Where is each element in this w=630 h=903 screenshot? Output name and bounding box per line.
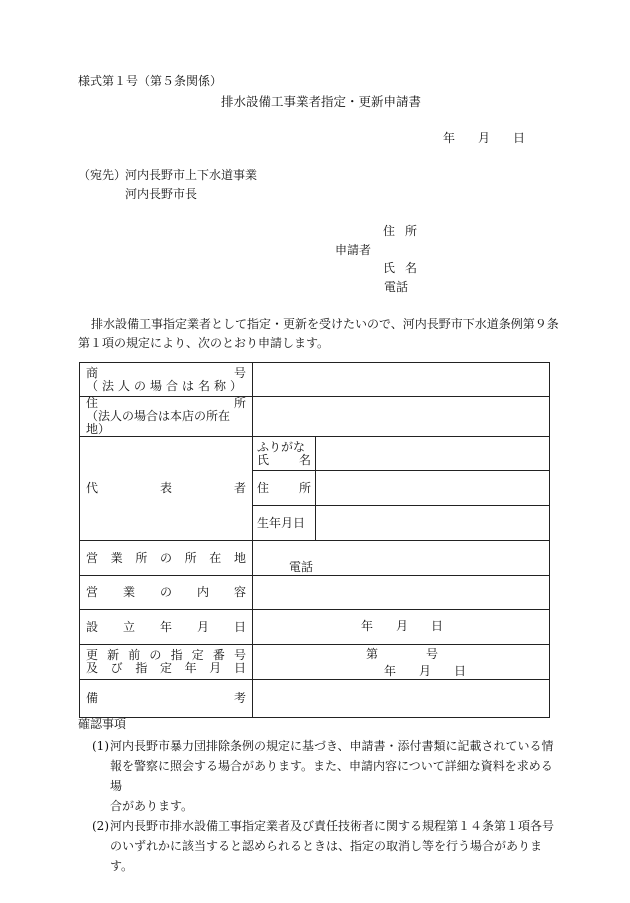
addressee-line1: 河内長野市上下水道事業 [125,168,258,182]
representative-label [80,437,253,541]
prior-l1-char7: 番 [212,648,225,662]
prior-number-field[interactable] [253,645,550,680]
representative-name-field[interactable] [316,437,550,471]
note-item-2 [78,816,558,876]
address-field[interactable] [253,397,550,437]
trade-name-label [80,363,253,397]
body-text-line2: 第１項の規定により、次のとおり申請します。 [78,336,330,350]
form-number: 様式第１号（第５条関係） [78,74,223,88]
prior-l1-char6: 定 [191,648,204,662]
prior-l1-char5: 指 [170,648,183,662]
established-char1: 設 [86,619,99,634]
business-char2: 業 [122,585,135,599]
applicant-label: 申請者 [335,243,372,257]
remarks-char2: 考 [233,691,246,705]
applicant-name-char2: 名 [405,261,418,275]
note-1-line2: 報を警察に照会する場合があります。また、申請内容について詳細な資料を求める場 [110,759,553,793]
office-char5: 所 [184,550,197,565]
representative-char3: 者 [233,481,246,495]
established-label [80,610,253,645]
rep-name-char2: 名 [298,452,311,467]
established-char5: 日 [233,619,246,634]
note-2-number: (2) [92,819,109,833]
representative-name-label [253,437,316,471]
application-table [79,362,550,718]
confirmation-notes [78,716,558,876]
prior-date-month: 月 [419,664,432,678]
established-char4: 月 [196,619,209,634]
date-year-label: 年 [443,131,456,145]
trade-name-char1: 商 [86,365,99,380]
representative-address-field[interactable] [316,471,550,506]
note-1-line1: 河内長野市暴力団排除条例の規定に基づき、申請書・添付書類に記載されている情 [110,739,554,753]
furigana-label: ふりがな [257,439,306,454]
row-remarks [80,680,550,718]
office-char4: の [159,550,172,565]
office-char7: 地 [233,550,246,565]
prior-l1-char3: 前 [128,648,141,662]
note-1-line3: 合があります。 [110,799,194,813]
remarks-field[interactable] [253,680,550,718]
representative-birthdate-field[interactable] [316,506,550,541]
remarks-char1: 備 [86,691,99,705]
office-phone-label: 電話 [289,560,314,574]
office-char3: 所 [135,550,148,565]
address-label [80,397,253,437]
address-char1: 住 [86,396,99,410]
prior-number-go: 号 [426,647,439,661]
business-char4: 内 [196,585,209,599]
row-trade-name [80,363,550,397]
representative-char1: 代 [86,481,99,495]
prior-l1-char2: 新 [107,648,120,662]
business-char3: の [159,585,172,599]
note-2-line1: 河内長野市排水設備工事指定業者及び責任技術者に関する規程第１４条第１項各号 [110,819,555,833]
note-1-number: (1) [92,739,109,753]
prior-l2-char1: 及 [86,661,99,675]
address-sub: （法人の場合は本店の所在地） [86,409,231,436]
row-established [80,610,550,645]
established-year: 年 [361,619,374,633]
prior-number-label [80,645,253,680]
established-month: 月 [396,619,409,633]
prior-date-year: 年 [384,664,397,678]
representative-address-label [253,471,316,506]
date-month-label: 月 [478,131,491,145]
business-char1: 営 [86,585,99,599]
applicant-address-char2: 所 [405,224,418,238]
office-location-label [80,541,253,576]
addressee-prefix: （宛先） [78,168,127,182]
office-location-field[interactable] [253,541,550,576]
prior-l2-char6: 月 [209,661,222,675]
rep-name-char1: 氏 [257,452,270,467]
representative-birthdate-label: 生年月日 [253,506,316,541]
applicant-phone-label: 電話 [384,280,409,294]
row-office-location [80,541,550,576]
established-field[interactable] [253,610,550,645]
applicant-name-char1: 氏 [383,261,396,275]
prior-l2-char4: 定 [159,661,172,675]
prior-l1-char8: 号 [233,648,246,662]
date-day-label: 日 [513,131,526,145]
prior-number-dai: 第 [366,647,379,661]
business-char5: 容 [233,585,246,599]
business-label [80,576,253,610]
established-char3: 年 [159,619,172,634]
prior-l1-char4: の [149,648,162,662]
prior-date-day: 日 [454,664,467,678]
prior-l1-char1: 更 [86,648,99,662]
addressee-line2: 河内長野市長 [125,187,198,201]
trade-name-sub: （法人の場合は名称） [86,378,247,393]
established-day: 日 [431,619,444,633]
representative-char2: 表 [159,481,172,495]
applicant-address-char1: 住 [383,224,396,238]
rep-address-char2: 所 [298,480,311,495]
remarks-label [80,680,253,718]
office-char6: 在 [209,550,222,565]
rep-address-char1: 住 [257,480,270,495]
row-business [80,576,550,610]
notes-heading: 確認事項 [78,717,127,731]
trade-name-field[interactable] [253,363,550,397]
note-2-line2: のいずれかに該当すると認められるときは、指定の取消し等を行う場合があります。 [110,839,543,873]
row-prior-number [80,645,550,680]
prior-l2-char5: 年 [184,661,197,675]
trade-name-char2: 号 [233,365,246,380]
office-char2: 業 [110,550,123,565]
row-representative-name [80,437,550,471]
address-char2: 所 [233,396,246,410]
note-item-1 [78,736,558,816]
prior-l2-char3: 指 [135,661,148,675]
prior-l2-char2: び [110,661,123,675]
office-char1: 営 [86,550,99,565]
prior-l2-char7: 日 [233,661,246,675]
body-text-line1: 排水設備工事指定業者として指定・更新を受けたいので、河内長野市下水道条例第９条 [91,317,559,331]
established-char2: 立 [122,619,135,634]
row-address [80,397,550,437]
document-title: 排水設備工事業者指定・更新申請書 [221,94,422,109]
business-field[interactable] [253,576,550,610]
